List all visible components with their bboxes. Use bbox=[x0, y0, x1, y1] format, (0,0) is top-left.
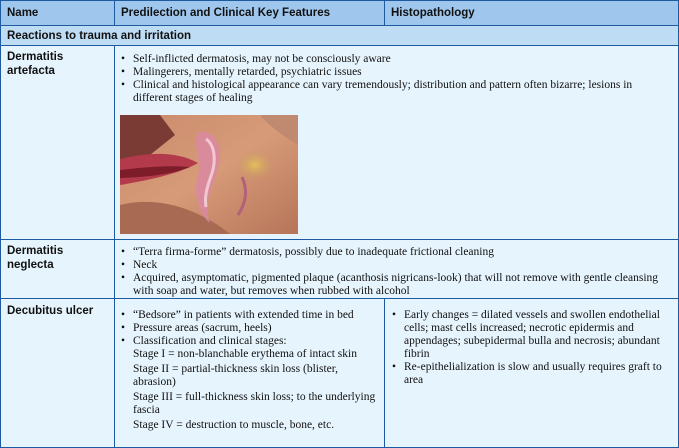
stage-item: Stage III = full-thickness skin loss; to the underlying fascia bbox=[133, 391, 376, 416]
clinical-photo bbox=[120, 115, 298, 234]
header-histopathology: Histopathology bbox=[391, 7, 475, 19]
list-item: • Clinical and histological appearance can vary tremendously; distribution and pattern often bizarre; lesions in different stages of healing bbox=[119, 79, 671, 105]
features-list bbox=[119, 53, 671, 105]
list-item: • Early changes = dilated vessels and swollen endothelial cells; mast cells increased; necrotic epidermis and appendages; subepidermal bulla and necrosis; abundant fibrin bbox=[390, 309, 674, 361]
list-item: • “Bedsore” in patients with extended time in bed bbox=[119, 309, 381, 322]
header-name: Name bbox=[7, 7, 39, 19]
row-name-dermatitis-artefacta: Dermatitis artefacta bbox=[7, 51, 64, 77]
row-divider bbox=[1, 239, 678, 240]
row-name-decubitus-ulcer: Decubitus ulcer bbox=[7, 305, 94, 317]
list-item: • Pressure areas (sacrum, heels) bbox=[119, 322, 381, 335]
features-list bbox=[119, 309, 381, 432]
list-item: • Classification and clinical stages: bbox=[119, 335, 381, 348]
divider bbox=[384, 298, 385, 447]
row-name-dermatitis-neglecta: Dermatitis neglecta bbox=[7, 245, 64, 271]
divider bbox=[384, 1, 385, 25]
features-list bbox=[119, 246, 671, 298]
list-item: • Self-inflicted dermatosis, may not be consciously aware bbox=[119, 53, 671, 66]
list-item: • “Terra firma-forme” dermatosis, possibly due to inadequate frictional cleaning bbox=[119, 246, 671, 259]
stage-item: Stage I = non-blanchable erythema of intact skin bbox=[133, 348, 357, 360]
list-item: • Re-epithelialization is slow and usually requires graft to area bbox=[390, 361, 674, 387]
divider bbox=[114, 46, 115, 447]
list-item: • Acquired, asymptomatic, pigmented plaque (acanthosis nigricans-look) that will not remove with gentle cleansing with soap and water, but removes when rubbed with alcohol bbox=[119, 272, 671, 298]
divider bbox=[114, 1, 115, 25]
section-title: Reactions to trauma and irritation bbox=[1, 26, 678, 46]
table-header bbox=[1, 1, 678, 26]
stage-item: Stage IV = destruction to muscle, bone, etc. bbox=[133, 419, 335, 431]
stage-item: Stage II = partial-thickness skin loss (blister, abrasion) bbox=[133, 363, 339, 388]
row-divider bbox=[1, 298, 678, 299]
list-item: • Neck bbox=[119, 259, 671, 272]
header-features: Predilection and Clinical Key Features bbox=[121, 7, 330, 19]
histopathology-list bbox=[390, 309, 674, 387]
list-item: • Malingerers, mentally retarded, psychiatric issues bbox=[119, 66, 671, 79]
